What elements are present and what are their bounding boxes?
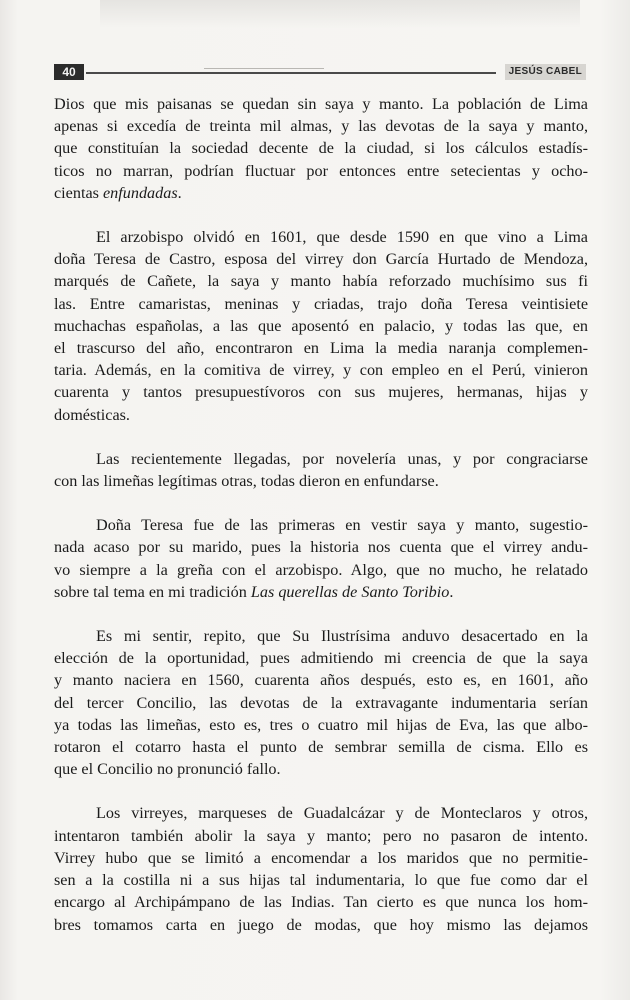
text-line: domésticas. — [54, 405, 130, 424]
scan-smudge — [100, 0, 580, 28]
text-line: ticos no marran, podrían fluctuar por entonces entre setecientas y ocho- — [54, 161, 588, 180]
text-line: rotaron el cotarro hasta el punto de sembrar semilla de cisma. Ello es — [54, 738, 588, 757]
paragraph-2 — [54, 226, 588, 426]
text-line — [54, 581, 588, 603]
text-line: intentaron también abolir la saya y manto; pero no pasaron de intento. — [54, 826, 588, 845]
text-line: nada acaso por su marido, pues la historia nos cuenta que el virrey andu- — [54, 538, 588, 557]
text-line: El arzobispo olvidó en 1601, que desde 1590 en que vino a Lima — [96, 228, 588, 247]
text-line: y manto naciera en 1560, cuarenta años después, esto es, en 1601, año — [54, 671, 588, 690]
italic-title: Las querellas de Santo Toribio — [250, 582, 450, 601]
text-line: vo siempre a la greña con el arzobispo. Algo, que no mucho, he relatado — [54, 560, 588, 579]
paragraph-5 — [54, 625, 588, 780]
text-line: que constituían la sociedad decente de la ciudad, si los cálculos estadís- — [54, 139, 588, 158]
text-line: Los virreyes, marqueses de Guadalcázar y de Monteclaros y otros, — [96, 804, 588, 823]
paragraph-1 — [54, 93, 588, 204]
text-fragment: . — [177, 183, 182, 202]
text-line: del tercer Concilio, las devotas de la extravagante indumentaria serían — [54, 693, 588, 712]
text-line: ya todas las limeñas, esto es, tres o cuatro mil hijas de Eva, las que albo- — [54, 715, 588, 734]
running-head — [54, 64, 586, 82]
text-line: Doña Teresa fue de las primeras en vestir saya y manto, sugestio- — [96, 516, 588, 535]
text-line: cuarenta y tantos presupuestívoros con sus mujeres, hermanas, hijas y — [54, 383, 588, 402]
text-line: apenas si excedía de treinta mil almas, y las devotas de la saya y manto, — [54, 117, 588, 136]
text-line: el trascurso del año, encontraron en Lima la media naranja complemen- — [54, 339, 588, 358]
text-line: sen a la costilla ni a sus hijas tal indumentaria, lo que fue como dar el — [54, 871, 588, 890]
text-line: Las recientemente llegadas, por novelería unas, y por congraciarse — [96, 449, 588, 468]
italic-word: enfundadas — [103, 183, 178, 202]
text-line: muchachas españolas, a las que aposentó en palacio, y todas las que, en — [54, 316, 588, 335]
header-rule — [86, 72, 496, 74]
text-line — [54, 182, 588, 204]
text-line: Dios que mis paisanas se quedan sin saya y manto. La población de Lima — [54, 95, 588, 113]
text-line: Es mi sentir, repito, que Su Ilustrísima anduvo desacertado en la — [96, 627, 588, 646]
text-fragment: sobre tal tema en mi tradición — [54, 582, 251, 601]
text-line: taria. Además, en la comitiva de virrey, y con empleo en el Perú, vinieron — [54, 361, 588, 380]
text-fragment: . — [449, 582, 454, 601]
text-line: marqués de Cañete, la saya y manto había reforzado muchísimo sus fi — [54, 272, 588, 291]
text-line: que el Concilio no pronunció fallo. — [54, 760, 281, 779]
paragraph-6 — [54, 802, 588, 935]
header-rule-faint — [204, 68, 324, 69]
text-line: encargo al Archipámpano de las Indias. Tan cierto es que nunca los hom- — [54, 893, 588, 912]
text-line: bres tomamos carta en juego de modas, que hoy mismo las dejamos — [54, 915, 588, 934]
body-text — [54, 93, 588, 958]
text-line: Virrey hubo que se limitó a encomendar a los maridos que no permitie- — [54, 848, 588, 867]
text-line: elección de la oportunidad, pues admitiendo mi creencia de que la saya — [54, 649, 588, 668]
text-line: las. Entre camaristas, meninas y criadas, trajo doña Teresa veintisiete — [54, 294, 588, 313]
paragraph-4 — [54, 514, 588, 603]
text-fragment: cientas — [54, 183, 103, 202]
page-number: 40 — [54, 64, 84, 80]
running-head-author: JESÚS CABEL — [505, 64, 586, 80]
paragraph-3 — [54, 448, 588, 492]
text-line: doña Teresa de Castro, esposa del virrey don García Hurtado de Mendoza, — [54, 250, 588, 269]
text-line: con las limeñas legítimas otras, todas dieron en enfundarse. — [54, 472, 439, 491]
